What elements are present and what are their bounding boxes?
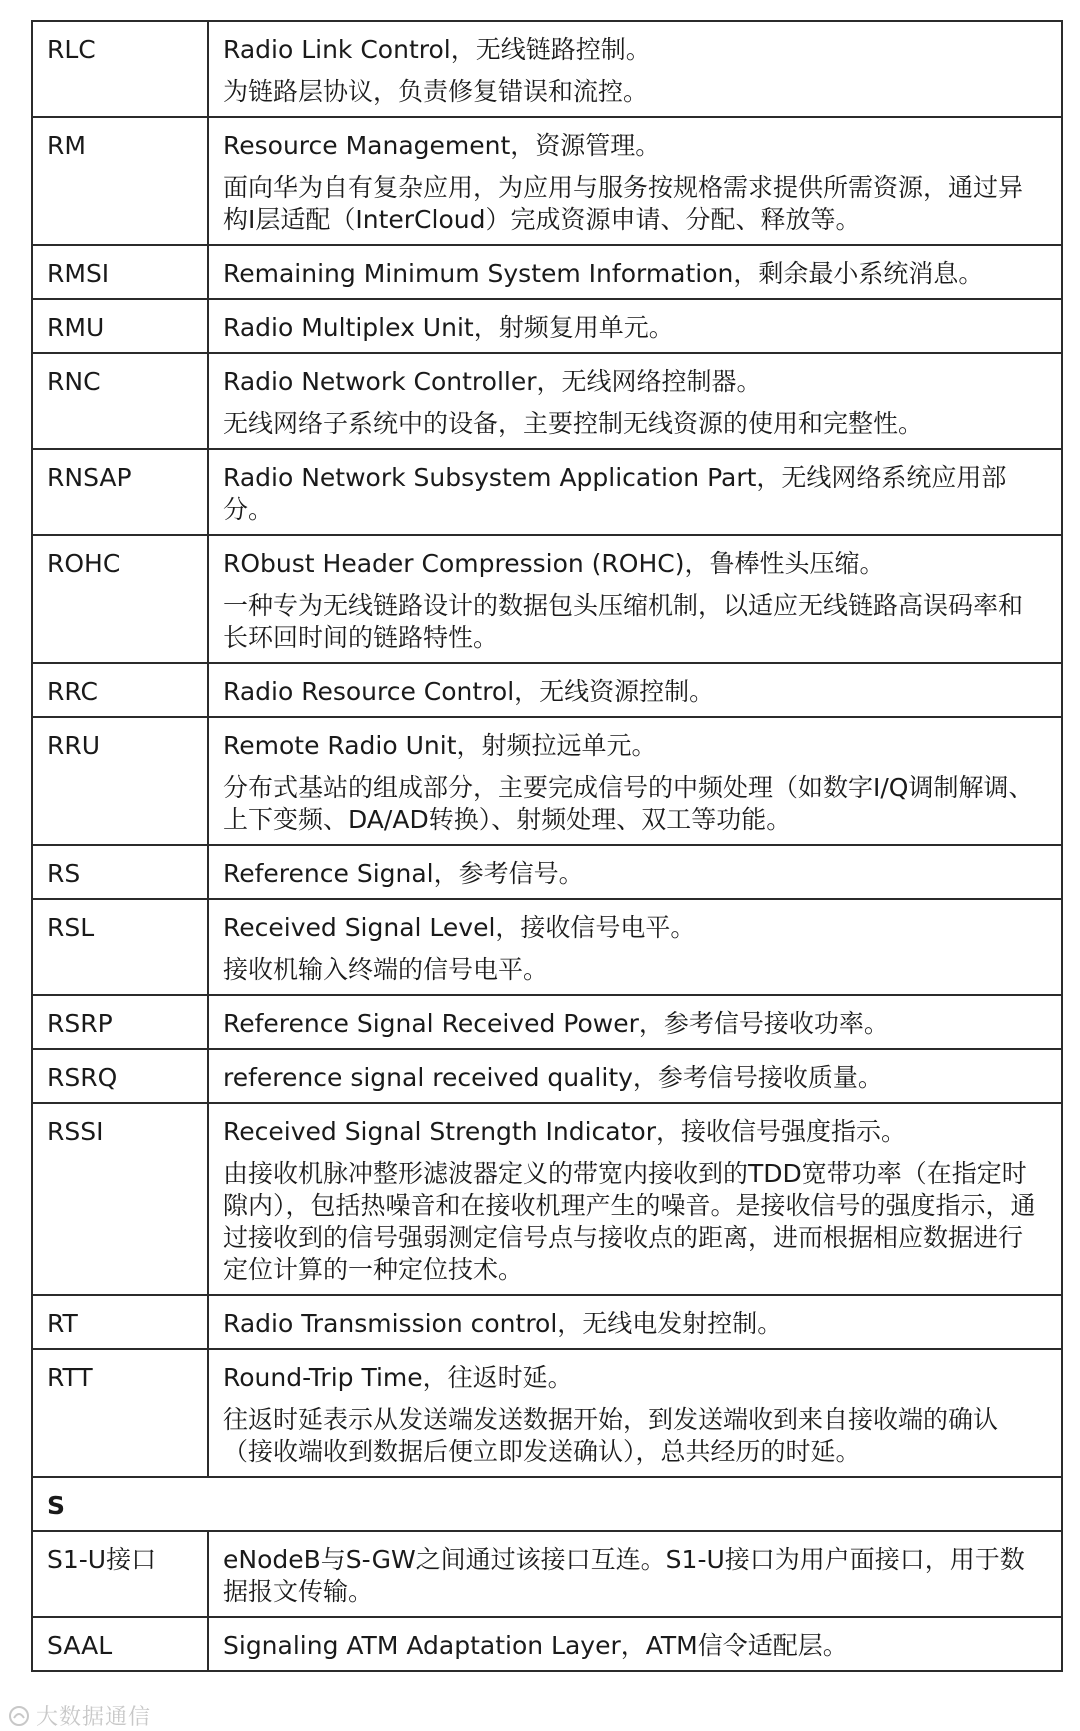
definition-cell [208, 117, 1062, 245]
term-cell: RMSI [32, 245, 208, 299]
definition-expansion: Remote Radio Unit，射频拉远单元。 [223, 731, 657, 760]
section-row [32, 1477, 1062, 1531]
glossary-row [32, 899, 1062, 995]
glossary-row [32, 995, 1062, 1049]
term-cell: RMU [32, 299, 208, 353]
definition-expansion: Radio Link Control，无线链路控制。 [223, 35, 651, 64]
glossary-table [31, 20, 1063, 1672]
definition-detail: 无线网络子系统中的设备，主要控制无线资源的使用和完整性。 [223, 409, 924, 438]
glossary-row [32, 663, 1062, 717]
definition-detail: 由接收机脉冲整形滤波器定义的带宽内接收到的TDD宽带功率（在指定时隙内），包括热噪音和在接收机理产生的噪音。是接收信号的强度指示，通过接收到的信号强弱测定信号点与接收点的距离，进而根据相应数据进行定位计算的一种定位技术。 [223, 1159, 1036, 1284]
term-cell: SAAL [32, 1617, 208, 1671]
definition-expansion: Radio Network Subsystem Application Part，无线网络系统应用部分。 [223, 463, 1007, 524]
definition-cell [208, 995, 1062, 1049]
glossary-row [32, 353, 1062, 449]
definition-expansion: RObust Header Compression (ROHC)，鲁棒性头压缩。 [223, 549, 885, 578]
definition-cell [208, 1049, 1062, 1103]
glossary-row [32, 845, 1062, 899]
glossary-row [32, 1103, 1062, 1295]
definition-cell [208, 845, 1062, 899]
definition-cell [208, 245, 1062, 299]
definition-expansion: Reference Signal，参考信号。 [223, 859, 584, 888]
glossary-row [32, 1049, 1062, 1103]
glossary-row [32, 245, 1062, 299]
definition-detail: 往返时延表示从发送端发送数据开始，到发送端收到来自接收端的确认（接收端收到数据后便立即发送确认），总共经历的时延。 [223, 1405, 999, 1466]
glossary-row [32, 21, 1062, 117]
term-cell: RT [32, 1295, 208, 1349]
term-cell: RTT [32, 1349, 208, 1477]
term-cell: RLC [32, 21, 208, 117]
definition-detail: 为链路层协议，负责修复错误和流控。 [223, 77, 649, 106]
definition-expansion: Reference Signal Received Power，参考信号接收功率。 [223, 1009, 889, 1038]
definition-detail: 接收机输入终端的信号电平。 [223, 955, 549, 984]
definition-detail: 面向华为自有复杂应用，为应用与服务按规格需求提供所需资源，通过异构I层适配（InterCloud）完成资源申请、分配、释放等。 [223, 173, 1024, 234]
glossary-row [32, 449, 1062, 535]
glossary-row [32, 1617, 1062, 1671]
term-cell: RM [32, 117, 208, 245]
glossary-row [32, 535, 1062, 663]
glossary-row [32, 717, 1062, 845]
definition-cell [208, 1295, 1062, 1349]
section-heading: S [32, 1477, 1062, 1531]
definition-cell [208, 899, 1062, 995]
definition-expansion: Radio Resource Control，无线资源控制。 [223, 677, 715, 706]
definition-detail: 一种专为无线链路设计的数据包头压缩机制，以适应无线链路高误码率和长环回时间的链路特性。 [223, 591, 1024, 652]
definition-cell [208, 299, 1062, 353]
logo-icon [8, 1705, 30, 1727]
definition-expansion: Round-Trip Time，往返时延。 [223, 1363, 573, 1392]
term-cell: RRU [32, 717, 208, 845]
definition-cell [208, 21, 1062, 117]
term-cell: RNC [32, 353, 208, 449]
term-cell: RS [32, 845, 208, 899]
glossary-row [32, 1349, 1062, 1477]
definition-cell [208, 1617, 1062, 1671]
term-cell: RSRP [32, 995, 208, 1049]
definition-expansion: Signaling ATM Adaptation Layer，ATM信令适配层。 [223, 1631, 848, 1660]
glossary-row [32, 1295, 1062, 1349]
term-cell: ROHC [32, 535, 208, 663]
watermark [8, 1700, 151, 1731]
definition-cell [208, 663, 1062, 717]
definition-cell [208, 535, 1062, 663]
definition-expansion: Received Signal Strength Indicator，接收信号强度指示。 [223, 1117, 906, 1146]
definition-expansion: eNodeB与S-GW之间通过该接口互连。S1-U接口为用户面接口，用于数据报文传输。 [223, 1545, 1025, 1606]
definition-expansion: reference signal received quality，参考信号接收质量。 [223, 1063, 883, 1092]
watermark-text: 大数据通信 [36, 1705, 152, 1730]
definition-cell [208, 353, 1062, 449]
definition-cell [208, 1103, 1062, 1295]
definition-cell [208, 449, 1062, 535]
term-cell: S1-U接口 [32, 1531, 208, 1617]
glossary-row [32, 1531, 1062, 1617]
definition-expansion: Radio Multiplex Unit，射频复用单元。 [223, 313, 674, 342]
term-cell: RSSI [32, 1103, 208, 1295]
definition-cell [208, 1531, 1062, 1617]
definition-expansion: Radio Network Controller，无线网络控制器。 [223, 367, 762, 396]
term-cell: RSRQ [32, 1049, 208, 1103]
glossary-row [32, 299, 1062, 353]
definition-cell [208, 717, 1062, 845]
definition-expansion: Remaining Minimum System Information，剩余最小系统消息。 [223, 259, 984, 288]
glossary-body [32, 21, 1062, 1671]
definition-detail: 分布式基站的组成部分，主要完成信号的中频处理（如数字I/Q调制解调、上下变频、DA/AD转换）、射频处理、双工等功能。 [223, 773, 1034, 834]
definition-expansion: Radio Transmission control，无线电发射控制。 [223, 1309, 783, 1338]
term-cell: RRC [32, 663, 208, 717]
definition-expansion: Resource Management，资源管理。 [223, 131, 661, 160]
term-cell: RNSAP [32, 449, 208, 535]
definition-cell [208, 1349, 1062, 1477]
term-cell: RSL [32, 899, 208, 995]
definition-expansion: Received Signal Level，接收信号电平。 [223, 913, 696, 942]
glossary-row [32, 117, 1062, 245]
